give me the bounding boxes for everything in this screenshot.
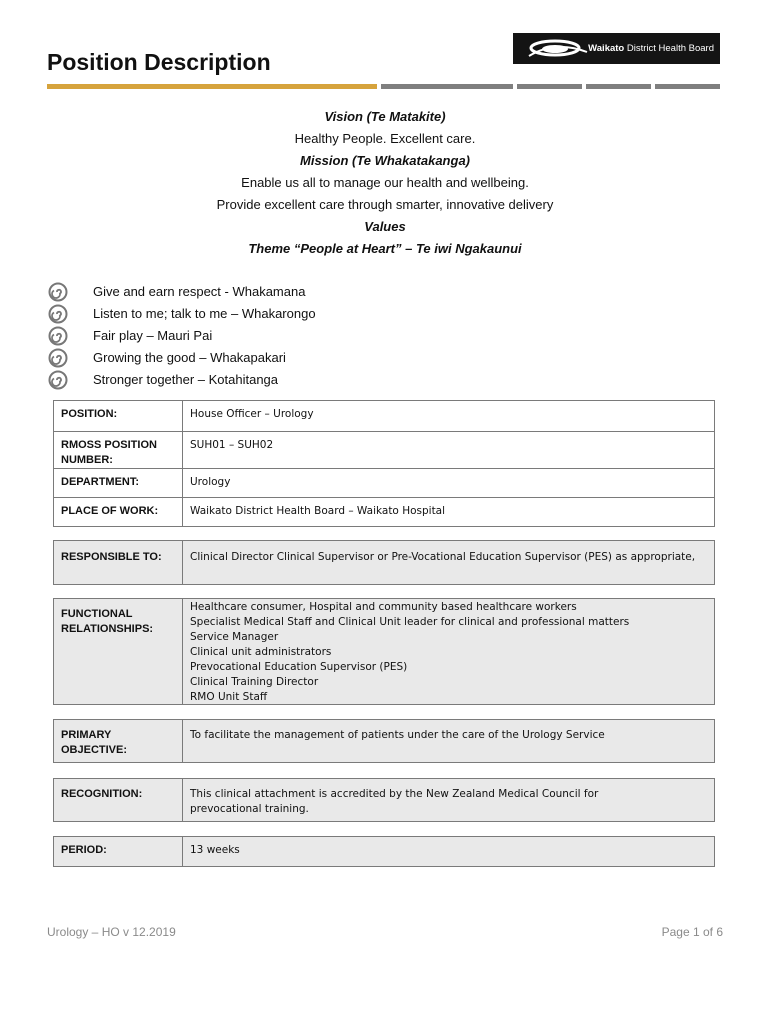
table-row xyxy=(54,720,714,762)
footer-page-number: Page 1 of 6 xyxy=(661,925,723,939)
vision-text: Healthy People. Excellent care. xyxy=(294,131,476,146)
position-details-table xyxy=(53,400,715,527)
table-row xyxy=(54,468,714,497)
row-label: POSITION: xyxy=(54,401,183,431)
relationship-line: Clinical unit administrators xyxy=(190,646,332,658)
row-value: Urology xyxy=(190,476,231,488)
relationship-line: Specialist Medical Staff and Clinical Unit leader for clinical and professional matters xyxy=(190,616,630,628)
relationship-line: Prevocational Education Supervisor (PES) xyxy=(190,661,408,673)
header-rule-segment xyxy=(586,84,651,89)
waikato-logo xyxy=(513,33,720,64)
row-value: SUH01 – SUH02 xyxy=(190,439,274,451)
row-label: RECOGNITION: xyxy=(54,779,183,821)
responsible-table xyxy=(53,540,715,585)
recognition-table xyxy=(53,778,715,822)
value-text: Fair play – Mauri Pai xyxy=(93,328,213,343)
spiral-icon xyxy=(47,370,69,390)
primary-objective-table xyxy=(53,719,715,763)
functional-relationships-table xyxy=(53,598,715,705)
table-row xyxy=(54,837,714,866)
table-row xyxy=(54,541,714,584)
footer-version: Urology – HO v 12.2019 xyxy=(47,925,176,939)
row-value: House Officer – Urology xyxy=(190,408,314,420)
row-label: PERIOD: xyxy=(54,837,183,866)
header-rule-segment xyxy=(517,84,582,89)
value-text: Stronger together – Kotahitanga xyxy=(93,372,279,387)
row-label: RMOSS POSITION NUMBER: xyxy=(54,432,183,468)
row-label: PRIMARY OBJECTIVE: xyxy=(54,720,183,762)
relationship-line: Clinical Training Director xyxy=(190,676,319,688)
spiral-icon xyxy=(47,304,69,324)
logo-text: Waikato District Health Board xyxy=(588,43,714,54)
values-heading: Values xyxy=(364,219,406,234)
value-text: Growing the good – Whakapakari xyxy=(93,350,286,365)
row-label: PLACE OF WORK: xyxy=(54,498,183,526)
row-value xyxy=(183,599,714,704)
relationship-line: Healthcare consumer, Hospital and community based healthcare workers xyxy=(190,601,577,613)
spiral-icon xyxy=(47,326,69,346)
row-value: 13 weeks xyxy=(183,837,714,866)
table-row xyxy=(54,599,714,704)
period-table xyxy=(53,836,715,867)
header-rule-segment xyxy=(381,84,513,89)
header-rule-segment xyxy=(655,84,720,89)
mission-text-line: Provide excellent care through smarter, innovative delivery xyxy=(216,197,554,212)
value-text: Listen to me; talk to me – Whakarongo xyxy=(93,306,316,321)
value-text: Give and earn respect - Whakamana xyxy=(93,284,306,299)
row-value: To facilitate the management of patients under the care of the Urology Service xyxy=(183,720,714,762)
row-label: DEPARTMENT: xyxy=(54,469,183,497)
values-theme: Theme “People at Heart” – Te iwi Ngakaunui xyxy=(248,241,522,256)
row-label: RESPONSIBLE TO: xyxy=(54,541,183,584)
table-row xyxy=(54,779,714,821)
row-value: Waikato District Health Board – Waikato Hospital xyxy=(190,505,446,517)
vision-heading: Vision (Te Matakite) xyxy=(324,109,446,124)
header-rule-gold xyxy=(47,84,377,89)
table-row xyxy=(54,401,714,431)
row-value: Clinical Director Clinical Supervisor or Pre-Vocational Education Supervisor (PES) as appropriate, xyxy=(183,541,714,584)
spiral-icon xyxy=(47,282,69,302)
relationship-line: RMO Unit Staff xyxy=(190,691,268,703)
mission-text-line: Enable us all to manage our health and wellbeing. xyxy=(241,175,529,190)
spiral-icon xyxy=(47,348,69,368)
row-value: This clinical attachment is accredited by the New Zealand Medical Council for prevocational training. xyxy=(183,779,714,821)
logo-swirl-icon xyxy=(525,38,595,60)
table-row xyxy=(54,431,714,468)
table-row xyxy=(54,497,714,526)
page-title: Position Description xyxy=(47,49,271,75)
row-label: FUNCTIONAL RELATIONSHIPS: xyxy=(54,599,183,704)
relationship-line: Service Manager xyxy=(190,631,279,643)
mission-heading: Mission (Te Whakatakanga) xyxy=(300,153,470,168)
